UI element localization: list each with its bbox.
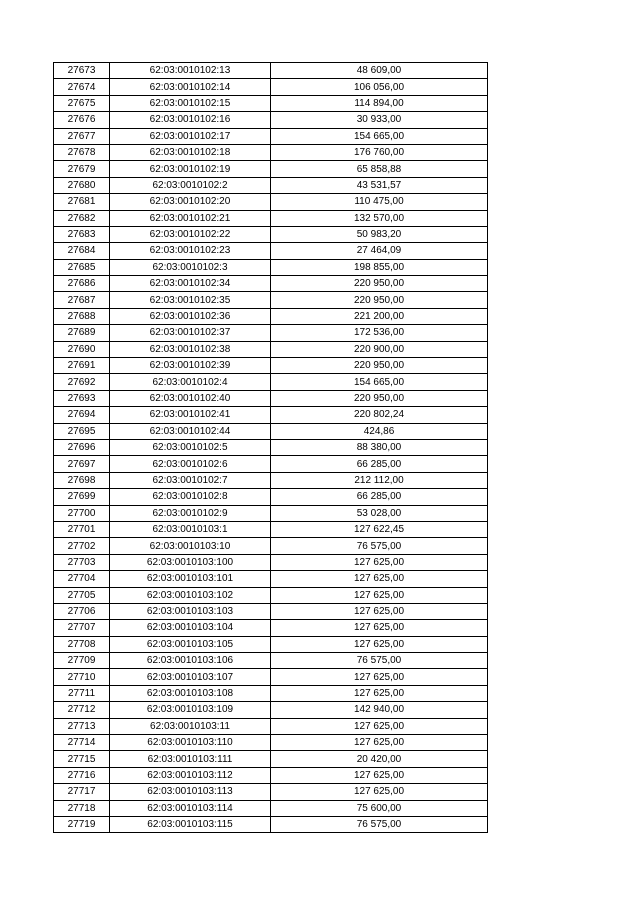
row-number-cell: 27693 <box>54 390 110 406</box>
row-number-cell: 27687 <box>54 292 110 308</box>
row-number-cell: 27719 <box>54 816 110 832</box>
row-number-cell: 27709 <box>54 653 110 669</box>
row-number-cell: 27707 <box>54 620 110 636</box>
table-row <box>54 751 488 767</box>
cadastral-number-cell: 62:03:0010103:109 <box>110 702 271 718</box>
row-number-cell: 27711 <box>54 685 110 701</box>
table-row <box>54 603 488 619</box>
value-cell: 75 600,00 <box>271 800 488 816</box>
table-row <box>54 63 488 79</box>
cadastral-number-cell: 62:03:0010103:106 <box>110 653 271 669</box>
table-row <box>54 226 488 242</box>
value-cell: 220 802,24 <box>271 407 488 423</box>
table-body <box>54 63 488 833</box>
row-number-cell: 27685 <box>54 259 110 275</box>
row-number-cell: 27690 <box>54 341 110 357</box>
value-cell: 76 575,00 <box>271 538 488 554</box>
row-number-cell: 27689 <box>54 325 110 341</box>
value-cell: 127 622,45 <box>271 521 488 537</box>
value-cell: 176 760,00 <box>271 144 488 160</box>
table-row <box>54 735 488 751</box>
row-number-cell: 27675 <box>54 95 110 111</box>
cadastral-number-cell: 62:03:0010102:37 <box>110 325 271 341</box>
table-row <box>54 636 488 652</box>
cadastral-number-cell: 62:03:0010102:18 <box>110 144 271 160</box>
table-row <box>54 128 488 144</box>
row-number-cell: 27677 <box>54 128 110 144</box>
value-cell: 220 950,00 <box>271 358 488 374</box>
table-row <box>54 489 488 505</box>
table-row <box>54 161 488 177</box>
value-cell: 127 625,00 <box>271 554 488 570</box>
value-cell: 48 609,00 <box>271 63 488 79</box>
row-number-cell: 27692 <box>54 374 110 390</box>
cadastral-number-cell: 62:03:0010102:3 <box>110 259 271 275</box>
value-cell: 88 380,00 <box>271 439 488 455</box>
cadastral-number-cell: 62:03:0010102:14 <box>110 79 271 95</box>
value-cell: 127 625,00 <box>271 767 488 783</box>
value-cell: 127 625,00 <box>271 784 488 800</box>
cadastral-number-cell: 62:03:0010103:103 <box>110 603 271 619</box>
cadastral-number-cell: 62:03:0010102:44 <box>110 423 271 439</box>
cadastral-number-cell: 62:03:0010102:7 <box>110 472 271 488</box>
row-number-cell: 27701 <box>54 521 110 537</box>
cadastral-number-cell: 62:03:0010102:13 <box>110 63 271 79</box>
cadastral-number-cell: 62:03:0010103:11 <box>110 718 271 734</box>
table-row <box>54 358 488 374</box>
value-cell: 212 112,00 <box>271 472 488 488</box>
table-row <box>54 194 488 210</box>
table-row <box>54 521 488 537</box>
value-cell: 127 625,00 <box>271 571 488 587</box>
value-cell: 106 056,00 <box>271 79 488 95</box>
cadastral-number-cell: 62:03:0010103:105 <box>110 636 271 652</box>
value-cell: 154 665,00 <box>271 128 488 144</box>
cadastral-number-cell: 62:03:0010102:4 <box>110 374 271 390</box>
cadastral-number-cell: 62:03:0010102:41 <box>110 407 271 423</box>
cadastral-number-cell: 62:03:0010102:36 <box>110 308 271 324</box>
row-number-cell: 27717 <box>54 784 110 800</box>
value-cell: 424,86 <box>271 423 488 439</box>
table-row <box>54 669 488 685</box>
row-number-cell: 27715 <box>54 751 110 767</box>
cadastral-number-cell: 62:03:0010103:107 <box>110 669 271 685</box>
row-number-cell: 27683 <box>54 226 110 242</box>
value-cell: 220 950,00 <box>271 292 488 308</box>
row-number-cell: 27684 <box>54 243 110 259</box>
value-cell: 50 983,20 <box>271 226 488 242</box>
table-row <box>54 390 488 406</box>
value-cell: 127 625,00 <box>271 620 488 636</box>
table-row <box>54 259 488 275</box>
row-number-cell: 27695 <box>54 423 110 439</box>
row-number-cell: 27680 <box>54 177 110 193</box>
row-number-cell: 27699 <box>54 489 110 505</box>
cadastral-number-cell: 62:03:0010103:104 <box>110 620 271 636</box>
row-number-cell: 27694 <box>54 407 110 423</box>
table-row <box>54 456 488 472</box>
cadastral-number-cell: 62:03:0010102:8 <box>110 489 271 505</box>
table-row <box>54 587 488 603</box>
cadastral-number-cell: 62:03:0010102:2 <box>110 177 271 193</box>
table-row <box>54 554 488 570</box>
cadastral-value-table <box>53 62 488 833</box>
row-number-cell: 27674 <box>54 79 110 95</box>
value-cell: 127 625,00 <box>271 735 488 751</box>
table-row <box>54 685 488 701</box>
table-row <box>54 571 488 587</box>
row-number-cell: 27697 <box>54 456 110 472</box>
value-cell: 142 940,00 <box>271 702 488 718</box>
cadastral-number-cell: 62:03:0010102:22 <box>110 226 271 242</box>
cadastral-number-cell: 62:03:0010102:15 <box>110 95 271 111</box>
value-cell: 127 625,00 <box>271 718 488 734</box>
cadastral-number-cell: 62:03:0010102:23 <box>110 243 271 259</box>
row-number-cell: 27713 <box>54 718 110 734</box>
row-number-cell: 27678 <box>54 144 110 160</box>
table-row <box>54 472 488 488</box>
value-cell: 127 625,00 <box>271 603 488 619</box>
table-row <box>54 423 488 439</box>
table-row <box>54 374 488 390</box>
cadastral-number-cell: 62:03:0010102:16 <box>110 112 271 128</box>
value-cell: 53 028,00 <box>271 505 488 521</box>
row-number-cell: 27718 <box>54 800 110 816</box>
cadastral-number-cell: 62:03:0010102:19 <box>110 161 271 177</box>
table-row <box>54 505 488 521</box>
table-row <box>54 210 488 226</box>
row-number-cell: 27698 <box>54 472 110 488</box>
value-cell: 220 950,00 <box>271 276 488 292</box>
table-row <box>54 439 488 455</box>
cadastral-number-cell: 62:03:0010102:38 <box>110 341 271 357</box>
row-number-cell: 27704 <box>54 571 110 587</box>
row-number-cell: 27706 <box>54 603 110 619</box>
cadastral-number-cell: 62:03:0010103:10 <box>110 538 271 554</box>
row-number-cell: 27703 <box>54 554 110 570</box>
row-number-cell: 27679 <box>54 161 110 177</box>
table-row <box>54 95 488 111</box>
cadastral-number-cell: 62:03:0010103:101 <box>110 571 271 587</box>
value-cell: 110 475,00 <box>271 194 488 210</box>
table-row <box>54 407 488 423</box>
table-row <box>54 702 488 718</box>
cadastral-number-cell: 62:03:0010102:34 <box>110 276 271 292</box>
table-row <box>54 653 488 669</box>
row-number-cell: 27691 <box>54 358 110 374</box>
table-row <box>54 538 488 554</box>
cadastral-number-cell: 62:03:0010102:39 <box>110 358 271 374</box>
table-row <box>54 292 488 308</box>
value-cell: 220 950,00 <box>271 390 488 406</box>
table-row <box>54 620 488 636</box>
value-cell: 132 570,00 <box>271 210 488 226</box>
row-number-cell: 27682 <box>54 210 110 226</box>
value-cell: 172 536,00 <box>271 325 488 341</box>
cadastral-number-cell: 62:03:0010103:112 <box>110 767 271 783</box>
cadastral-number-cell: 62:03:0010102:35 <box>110 292 271 308</box>
row-number-cell: 27712 <box>54 702 110 718</box>
value-cell: 114 894,00 <box>271 95 488 111</box>
value-cell: 76 575,00 <box>271 653 488 669</box>
value-cell: 154 665,00 <box>271 374 488 390</box>
value-cell: 198 855,00 <box>271 259 488 275</box>
table-row <box>54 767 488 783</box>
cadastral-number-cell: 62:03:0010103:115 <box>110 816 271 832</box>
row-number-cell: 27716 <box>54 767 110 783</box>
value-cell: 20 420,00 <box>271 751 488 767</box>
cadastral-number-cell: 62:03:0010103:114 <box>110 800 271 816</box>
cadastral-number-cell: 62:03:0010102:20 <box>110 194 271 210</box>
value-cell: 220 900,00 <box>271 341 488 357</box>
cadastral-number-cell: 62:03:0010102:21 <box>110 210 271 226</box>
value-cell: 65 858,88 <box>271 161 488 177</box>
row-number-cell: 27705 <box>54 587 110 603</box>
row-number-cell: 27673 <box>54 63 110 79</box>
cadastral-number-cell: 62:03:0010103:102 <box>110 587 271 603</box>
value-cell: 76 575,00 <box>271 816 488 832</box>
value-cell: 30 933,00 <box>271 112 488 128</box>
table-row <box>54 79 488 95</box>
value-cell: 43 531,57 <box>271 177 488 193</box>
table-row <box>54 112 488 128</box>
table-row <box>54 800 488 816</box>
row-number-cell: 27686 <box>54 276 110 292</box>
cadastral-number-cell: 62:03:0010102:9 <box>110 505 271 521</box>
table-row <box>54 325 488 341</box>
table-row <box>54 276 488 292</box>
value-cell: 66 285,00 <box>271 456 488 472</box>
row-number-cell: 27714 <box>54 735 110 751</box>
table-row <box>54 243 488 259</box>
row-number-cell: 27700 <box>54 505 110 521</box>
cadastral-number-cell: 62:03:0010102:5 <box>110 439 271 455</box>
row-number-cell: 27702 <box>54 538 110 554</box>
row-number-cell: 27708 <box>54 636 110 652</box>
cadastral-number-cell: 62:03:0010102:17 <box>110 128 271 144</box>
cadastral-number-cell: 62:03:0010103:100 <box>110 554 271 570</box>
row-number-cell: 27710 <box>54 669 110 685</box>
cadastral-number-cell: 62:03:0010103:111 <box>110 751 271 767</box>
cadastral-number-cell: 62:03:0010102:6 <box>110 456 271 472</box>
table-row <box>54 308 488 324</box>
cadastral-number-cell: 62:03:0010102:40 <box>110 390 271 406</box>
table-row <box>54 177 488 193</box>
table-row <box>54 341 488 357</box>
table-row <box>54 718 488 734</box>
table-row <box>54 784 488 800</box>
cadastral-number-cell: 62:03:0010103:110 <box>110 735 271 751</box>
table-row <box>54 816 488 832</box>
row-number-cell: 27681 <box>54 194 110 210</box>
value-cell: 27 464,09 <box>271 243 488 259</box>
value-cell: 221 200,00 <box>271 308 488 324</box>
value-cell: 127 625,00 <box>271 685 488 701</box>
row-number-cell: 27676 <box>54 112 110 128</box>
value-cell: 66 285,00 <box>271 489 488 505</box>
row-number-cell: 27688 <box>54 308 110 324</box>
table-row <box>54 144 488 160</box>
cadastral-number-cell: 62:03:0010103:1 <box>110 521 271 537</box>
value-cell: 127 625,00 <box>271 636 488 652</box>
value-cell: 127 625,00 <box>271 587 488 603</box>
cadastral-number-cell: 62:03:0010103:108 <box>110 685 271 701</box>
cadastral-number-cell: 62:03:0010103:113 <box>110 784 271 800</box>
value-cell: 127 625,00 <box>271 669 488 685</box>
row-number-cell: 27696 <box>54 439 110 455</box>
